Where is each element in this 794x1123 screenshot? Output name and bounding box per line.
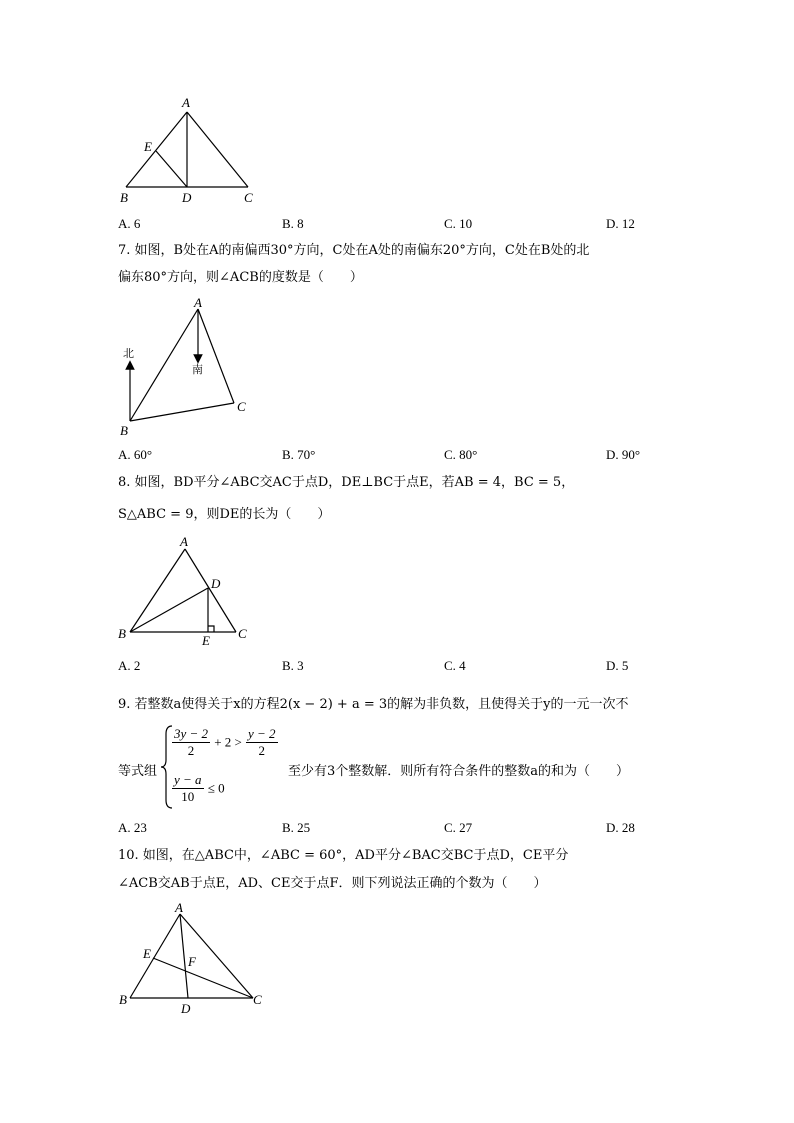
inequality-1 — [172, 726, 278, 759]
q6-option-d[interactable]: D. 12 — [606, 216, 635, 231]
q9-option-c[interactable]: C. 27 — [444, 820, 473, 835]
q8-option-d[interactable]: D. 5 — [606, 658, 629, 673]
q9-suffix: 至少有3个整数解．则所有符合条件的整数a的和为（ ） — [288, 764, 630, 779]
q7-line2: 偏东80°方向，则∠ACB的度数是（ ） — [118, 270, 363, 285]
q7-line1: 7. 如图，B处在A的南偏西30°方向，C处在A处的南偏东20°方向，C处在B处的北 — [118, 243, 590, 258]
q8-option-c[interactable]: C. 4 — [444, 658, 466, 673]
label-A: A — [175, 900, 183, 915]
label-D: D — [211, 576, 221, 591]
q9-option-d[interactable]: D. 28 — [606, 820, 635, 835]
label-C: C — [238, 626, 247, 641]
label-B: B — [119, 992, 127, 1007]
q8-option-b[interactable]: B. 3 — [282, 658, 304, 673]
label-D: D — [182, 190, 192, 205]
q9-line1: 9. 若整数a使得关于x的方程2(x − 2) + a = 3的解为非负数，且使得关于y的一元一次不 — [118, 697, 629, 712]
q8-line2: S△ABC = 9，则DE的长为（ ） — [118, 507, 331, 522]
label-A: A — [194, 295, 202, 310]
q8-option-a[interactable]: A. 2 — [118, 658, 141, 673]
q6-option-a[interactable]: A. 6 — [118, 216, 141, 231]
figure-q7 — [110, 293, 270, 443]
ineq1-middle: + 2 > — [214, 734, 242, 750]
label-C: C — [237, 399, 246, 414]
label-F: F — [188, 954, 196, 969]
q6-option-c[interactable]: C. 10 — [444, 216, 473, 231]
north-label: 北 — [123, 347, 134, 360]
q6-option-b[interactable]: B. 8 — [282, 216, 304, 231]
figure-q8 — [110, 533, 270, 651]
label-E: E — [143, 946, 151, 961]
south-label: 南 — [192, 363, 203, 376]
label-B: B — [118, 626, 126, 641]
q10-line2: ∠ACB交AB于点E，AD、CE交于点F．则下列说法正确的个数为（ ） — [118, 876, 547, 891]
q8-line1: 8. 如图，BD平分∠ABC交AC于点D，DE⊥BC于点E，若AB = 4，BC = 5， — [118, 475, 575, 490]
label-D: D — [181, 1001, 191, 1016]
label-A: A — [180, 534, 188, 549]
q9-option-a[interactable]: A. 23 — [118, 820, 147, 835]
ineq2-fraction: $\frac{y - a}{10}$ — [174, 772, 202, 804]
label-E: E — [144, 139, 152, 154]
q9-option-b[interactable]: B. 25 — [282, 820, 311, 835]
label-A: A — [182, 95, 190, 110]
q10-line1: 10. 如图，在△ABC中，∠ABC = 60°，AD平分∠BAC交BC于点D，CE平分 — [118, 848, 569, 863]
ineq2-rest: ≤ 0 — [207, 780, 225, 796]
q7-option-a[interactable]: A. 60° — [118, 447, 153, 462]
q7-option-c[interactable]: C. 80° — [444, 447, 478, 462]
inequality-2 — [172, 772, 225, 805]
label-B: B — [120, 190, 128, 205]
figure-q6 — [110, 92, 270, 212]
q7-option-b[interactable]: B. 70° — [282, 447, 316, 462]
ineq1-right-fraction: $\frac{y - 2}{2}$ — [248, 726, 276, 758]
ineq1-left-fraction: $\frac{3y - 2}{2}$ — [174, 726, 209, 758]
label-B: B — [120, 423, 128, 438]
figure-q10 — [110, 898, 280, 1020]
q9-prefix: 等式组 — [118, 764, 158, 779]
label-C: C — [253, 992, 262, 1007]
q7-option-d[interactable]: D. 90° — [606, 447, 641, 462]
label-E: E — [202, 633, 210, 648]
label-C: C — [244, 190, 253, 205]
